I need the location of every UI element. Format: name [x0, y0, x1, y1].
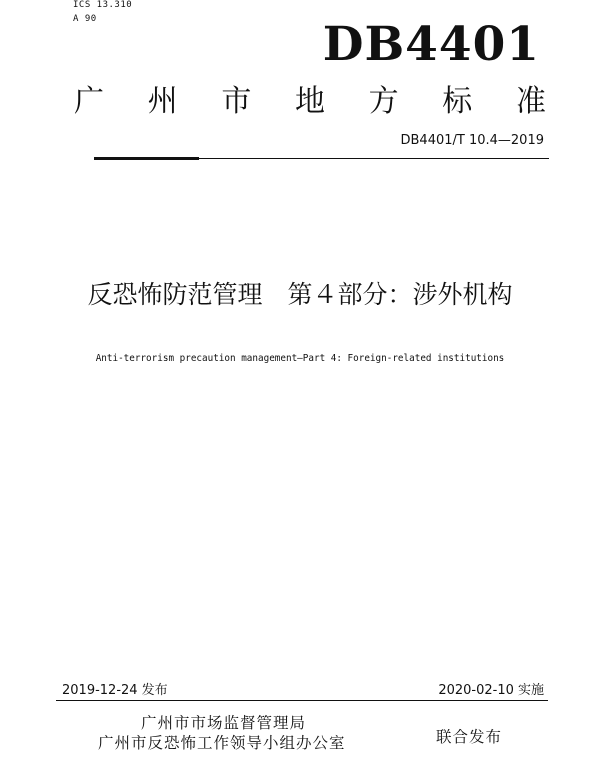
joint-issuance-label: 联合发布 — [436, 728, 503, 746]
standard-number: DB4401/T 10.4—2019 — [400, 133, 544, 148]
header-rule-thick — [94, 157, 199, 160]
ics-code: ICS 13.310 — [73, 0, 133, 10]
standard-type-title — [74, 82, 546, 122]
footer-rule — [56, 700, 548, 701]
title-char: 准 — [515, 84, 546, 119]
implementation-date: 2020-02-10 实施 — [438, 683, 544, 698]
title-char: 州 — [147, 84, 178, 119]
issuer-market-supervision: 广州市市场监督管理局 — [141, 714, 307, 732]
title-char: 方 — [368, 84, 399, 119]
title-char: 市 — [221, 84, 252, 119]
standard-code: DB4401 — [322, 17, 540, 72]
issue-date: 2019-12-24 发布 — [62, 683, 168, 698]
title-char: 地 — [294, 84, 325, 119]
title-char: 广 — [74, 84, 104, 119]
title-char: 标 — [442, 84, 473, 119]
ccs-code: A 90 — [73, 14, 97, 24]
document-title-english: Anti-terrorism precaution management—Part 4: Foreign-related institutions — [95, 353, 505, 364]
header-rule — [199, 158, 549, 159]
document-title-chinese: 反恐怖防范管理 第４部分：涉外机构 — [87, 280, 513, 309]
issuer-counter-terrorism-office: 广州市反恐怖工作领导小组办公室 — [98, 734, 346, 752]
